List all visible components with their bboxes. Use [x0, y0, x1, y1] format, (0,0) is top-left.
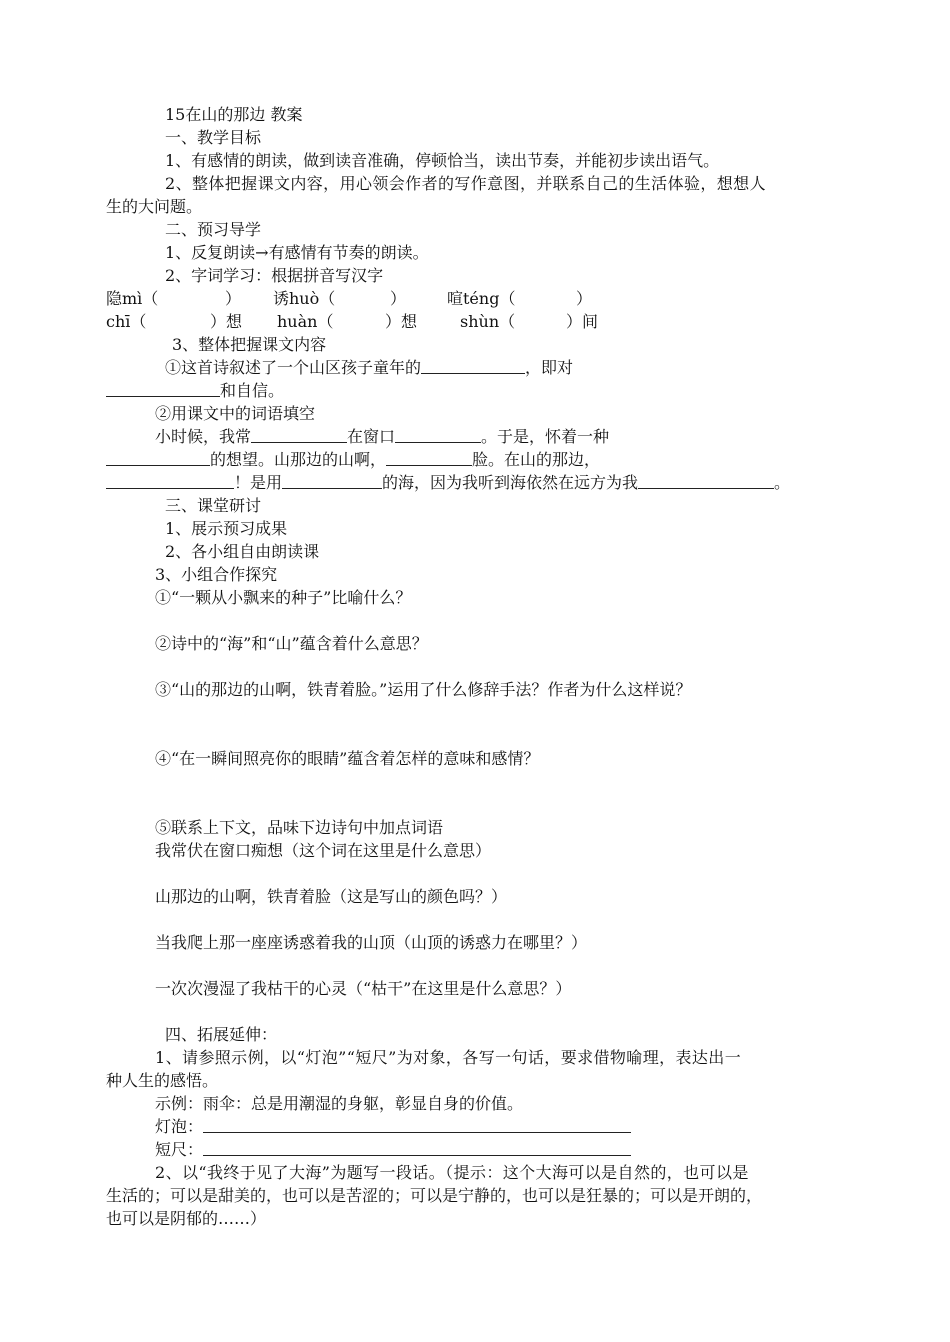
fill-text: ！是用 [234, 473, 283, 492]
pinyin-huo: 诱huò（ [273, 289, 336, 308]
extension-item-2-line-1: 2、以“我终于见了大海”为题写一段话。（提示：这个大海可以是自然的，也可以是 [155, 1163, 749, 1182]
extension-item-2-line-2: 生活的；可以是甜美的，也可以是苦涩的；可以是宁静的，也可以是狂暴的；可以是开朗的， [106, 1186, 763, 1205]
fill-text: 。于是，怀着一种 [481, 427, 610, 446]
inquiry-question-4: ④“在一瞬间照亮你的眼睛”蕴含着怎样的意味和感情？ [155, 749, 540, 768]
bulb-line [155, 1115, 631, 1138]
fill-text: 脸。在山的那边， [472, 450, 601, 469]
preview-item-3: 3、整体把握课文内容 [172, 335, 327, 354]
fill-line-1 [155, 425, 609, 448]
extension-item-2-line-3: 也可以是阴郁的……） [106, 1209, 267, 1228]
content-question-1 [165, 356, 573, 379]
poem-line-2: 山那边的山啊，铁青着脸（这是写山的颜色吗？） [155, 887, 508, 906]
fill-line-2 [106, 448, 600, 471]
pinyin-close: ） [576, 289, 593, 308]
poem-line-3: 当我爬上那一座座诱惑着我的山顶（山顶的诱惑力在哪里？） [155, 933, 588, 952]
inquiry-question-5: ⑤联系上下文，品味下边诗句中加点词语 [155, 818, 444, 837]
answer-blank[interactable] [203, 1140, 631, 1156]
answer-blank[interactable] [395, 427, 481, 443]
poem-line-1: 我常伏在窗口痴想（这个词在这里是什么意思） [155, 841, 492, 860]
inquiry-question-2: ②诗中的“海”和“山”蕴含着什么意思？ [155, 634, 428, 653]
discussion-item-1: 1、展示预习成果 [165, 519, 288, 538]
fill-text: 小时候，我常 [155, 427, 252, 446]
pinyin-close: ） [225, 289, 242, 308]
content-question-2: ②用课文中的词语填空 [155, 404, 316, 423]
answer-blank[interactable] [203, 1117, 631, 1133]
section-1-heading: 一、教学目标 [165, 128, 262, 147]
content-question-1-cont [106, 379, 284, 402]
section-3-heading: 三、课堂研讨 [165, 496, 262, 515]
question-text: ①这首诗叙述了一个山区孩子童年的 [165, 358, 422, 377]
preview-item-1: 1、反复朗读→有感情有节奏的朗读。 [165, 243, 429, 262]
answer-blank[interactable] [106, 381, 220, 397]
discussion-item-3: 3、小组合作探究 [155, 565, 278, 584]
goal-2-line-2: 生的大问题。 [106, 197, 203, 216]
goal-1: 1、有感情的朗读，做到读音准确，停顿恰当，读出节奏，并能初步读出语气。 [165, 151, 720, 170]
goal-2-line-1: 2、整体把握课文内容，用心领会作者的写作意图，并联系自己的生活体验，想想人 [165, 174, 766, 193]
answer-blank[interactable] [638, 473, 774, 489]
pinyin-teng: 喧téng（ [447, 289, 516, 308]
pinyin-mi: 隐mì（ [106, 289, 159, 308]
document-title: 15在山的那边 教案 [165, 105, 303, 124]
preview-item-2: 2、字词学习：根据拼音写汉字 [165, 266, 384, 285]
pinyin-close: ）间 [566, 312, 599, 331]
extension-item-1-line-1: 1、请参照示例，以“灯泡”“短尺”为对象，各写一句话，要求借物喻理，表达出一 [155, 1048, 742, 1067]
inquiry-question-1: ①“一颗从小飘来的种子”比喻什么？ [155, 588, 412, 607]
pinyin-close: ）想 [385, 312, 418, 331]
section-2-heading: 二、预习导学 [165, 220, 262, 239]
section-4-heading: 四、拓展延伸： [165, 1025, 278, 1044]
pinyin-chi: chī（ [106, 312, 147, 331]
fill-line-3 [106, 471, 790, 494]
fill-text: 的海，因为我听到海依然在远方为我 [382, 473, 639, 492]
answer-blank[interactable] [421, 358, 525, 374]
answer-blank[interactable] [106, 450, 210, 466]
ruler-line [155, 1138, 631, 1161]
discussion-item-2: 2、各小组自由朗读课 [165, 542, 320, 561]
fill-text: 在窗口 [347, 427, 396, 446]
pinyin-shun: shùn（ [460, 312, 516, 331]
pinyin-huan: huàn（ [277, 312, 334, 331]
fill-text: 的想望。山那边的山啊， [210, 450, 387, 469]
fill-text: 。 [774, 473, 791, 492]
inquiry-question-3: ③“山的那边的山啊，铁青着脸。”运用了什么修辞手法？作者为什么这样说？ [155, 680, 692, 699]
ruler-label: 短尺： [155, 1140, 204, 1159]
answer-blank[interactable] [282, 473, 382, 489]
example-sentence: 示例：雨伞：总是用潮湿的身躯，彰显自身的价值。 [155, 1094, 524, 1113]
question-text: 和自信。 [220, 381, 285, 400]
poem-line-4: 一次次漫湿了我枯干的心灵（“枯干”在这里是什么意思？） [155, 979, 572, 998]
pinyin-close: ）想 [210, 312, 243, 331]
answer-blank[interactable] [386, 450, 472, 466]
extension-item-1-line-2: 种人生的感悟。 [106, 1071, 219, 1090]
answer-blank[interactable] [106, 473, 234, 489]
bulb-label: 灯泡： [155, 1117, 204, 1136]
answer-blank[interactable] [251, 427, 347, 443]
question-text: ，即对 [525, 358, 574, 377]
pinyin-close: ） [390, 289, 407, 308]
